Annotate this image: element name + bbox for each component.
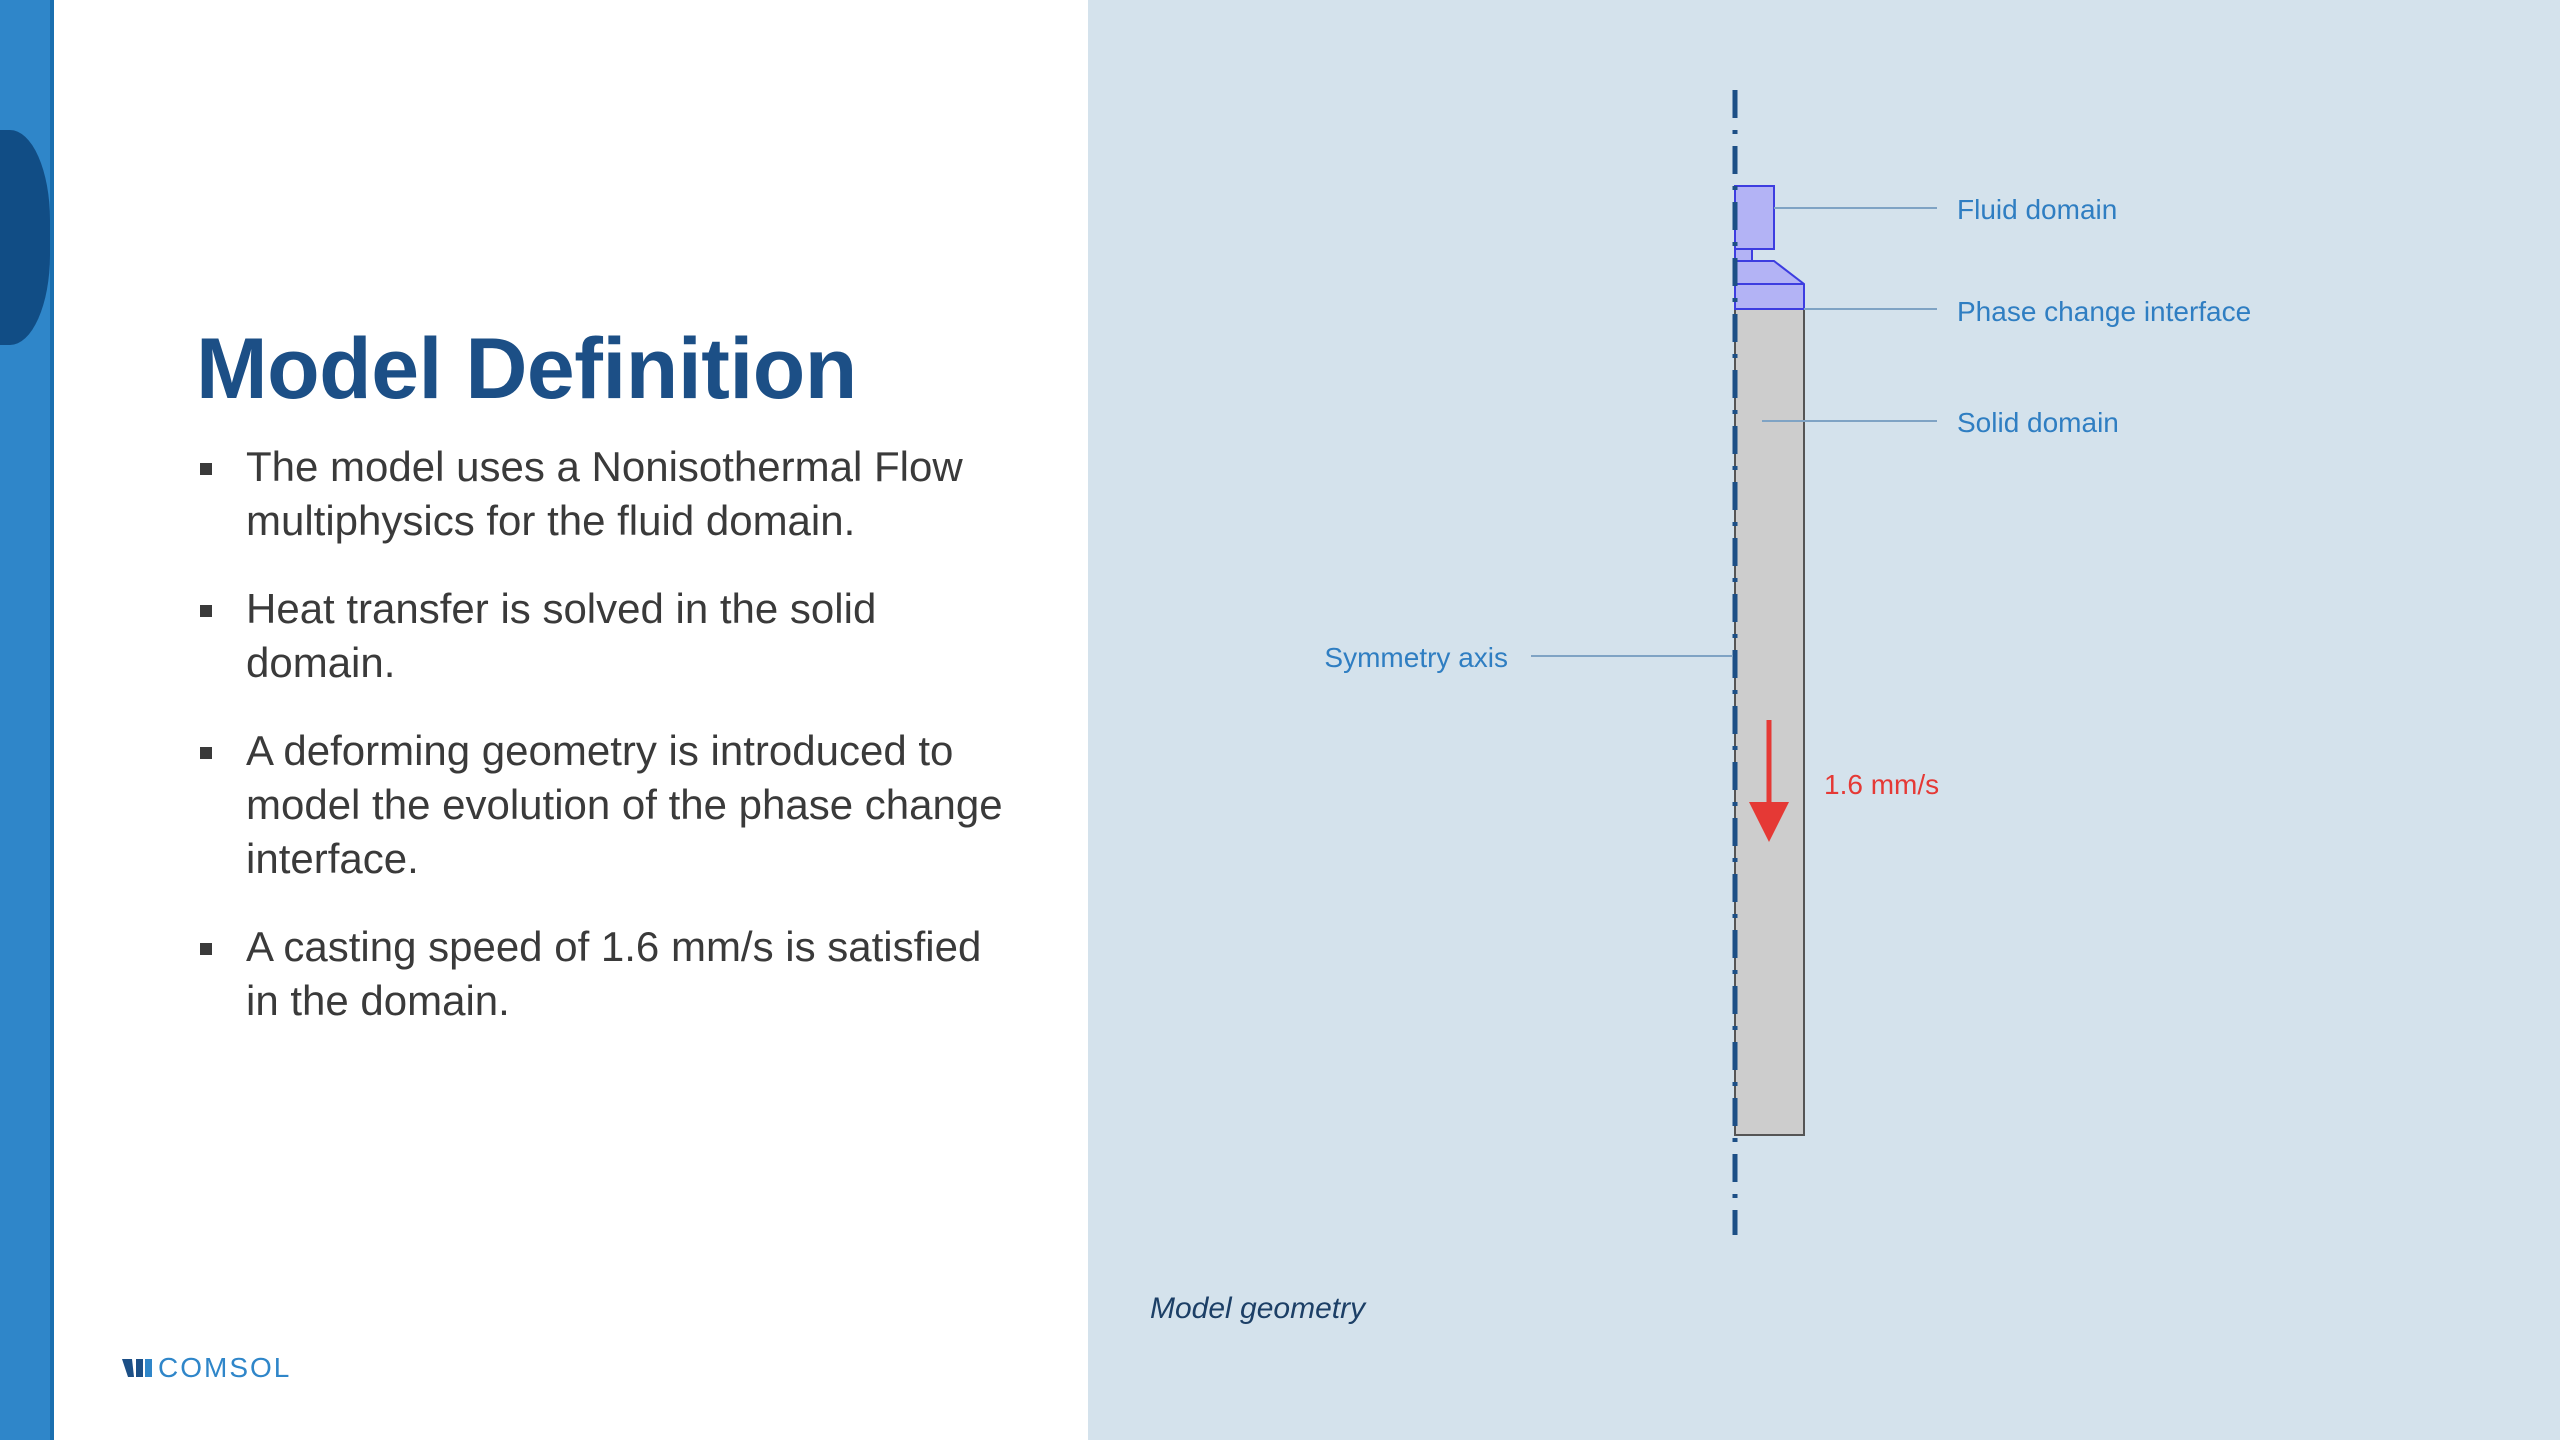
- accent-strip-edge: [50, 0, 54, 1440]
- phase-change-interface-label: Phase change interface: [1957, 296, 2252, 327]
- bullet-list: [196, 440, 1016, 1062]
- fluid-domain-shape: [1735, 186, 1804, 309]
- comsol-logo-mark-icon: [122, 1357, 152, 1379]
- figure-panel: [1088, 0, 2560, 1440]
- comsol-logo: [122, 1352, 292, 1383]
- bullet-item: A deforming geometry is introduced to model the evolution of the phase change interface.: [196, 724, 1016, 886]
- comsol-logo-text: COMSOL: [158, 1352, 292, 1383]
- fluid-domain-label: Fluid domain: [1957, 194, 2118, 225]
- model-geometry-diagram: [1088, 0, 2560, 1440]
- casting-speed-label: 1.6 mm/s: [1824, 769, 1940, 800]
- bullet-item: Heat transfer is solved in the solid domain.: [196, 582, 1016, 690]
- bullet-item: A casting speed of 1.6 mm/s is satisfied in the domain.: [196, 920, 1016, 1028]
- bullet-item: The model uses a Nonisothermal Flow multiphysics for the fluid domain.: [196, 440, 1016, 548]
- slide-title: Model Definition: [196, 321, 857, 417]
- symmetry-axis-label: Symmetry axis: [1324, 642, 1508, 673]
- solid-domain-label: Solid domain: [1957, 407, 2119, 438]
- figure-caption: Model geometry: [1150, 1292, 1366, 1325]
